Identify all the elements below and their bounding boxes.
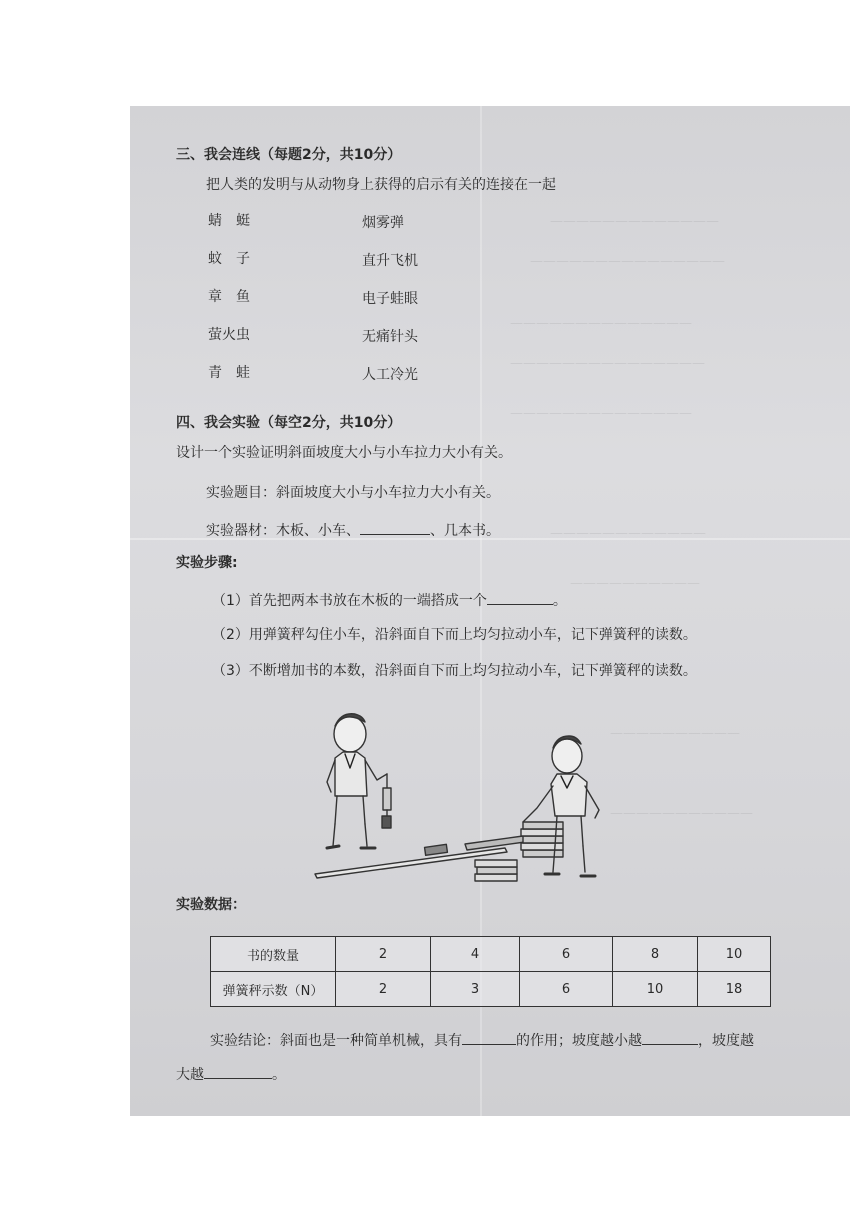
right-item-helicopter: 直升飞机 bbox=[362, 253, 418, 269]
step-3: （3）不断增加书的本数，沿斜面自下而上均匀拉动小车，记下弹簧秤的读数。 bbox=[212, 663, 697, 679]
table-cell: 2 bbox=[336, 937, 431, 972]
right-item-painless-needle: 无痛针头 bbox=[362, 329, 418, 345]
left-item-mosquito: 蚊 子 bbox=[208, 251, 250, 267]
table-cell: 8 bbox=[613, 937, 698, 972]
row-header-scale-reading: 弹簧秤示数（N） bbox=[211, 972, 336, 1007]
section-4-title: 四、我会实验（每空2分，共10分） bbox=[176, 415, 402, 431]
table-row bbox=[211, 972, 771, 1007]
table-row bbox=[211, 937, 771, 972]
section-3-title: 三、我会连线（每题2分，共10分） bbox=[176, 147, 402, 163]
experiment-materials bbox=[206, 520, 500, 540]
conclusion-line-2 bbox=[176, 1064, 286, 1084]
table-cell: 6 bbox=[520, 937, 613, 972]
conclusion-blank-2[interactable] bbox=[642, 1030, 698, 1045]
conclusion-blank-3[interactable] bbox=[204, 1064, 272, 1079]
step-1 bbox=[212, 590, 567, 610]
left-item-dragonfly: 蜻 蜓 bbox=[208, 213, 250, 229]
exam-paper: ————————————— ——————————————— —————————————— ——————————————— —————————————— ———————————— —————————— —————————— ——————————— 三、我会连线（每题2分，共10分） 把人类的发明与从动物身上获得的启示有关的连接在一起 蜻 蜓 蚊 子 章 鱼 萤火虫 青 蛙 烟雾弹 直升飞机 电子蛙眼 无痛针头 人工冷光 四、我会实验（每空2分，共10分） 设计一个实验证明斜面坡度大小与小车拉力大小有关。 实验题目：斜面坡度大小与小车拉力大小有关。 实验器材：木板、小车、 、几本书。 实验步骤: （1）首先把两本书放在木板的一端搭成一个 。 （2）用弹簧秤勾住小车，沿斜面自下而上均匀拉动小车，记下弹簧秤的读数。 （3）不断增加书的本数，沿斜面自下而上均匀拉动小车，记下弹簧秤的读数。 实验数据： 书的数量 2 4 6 8 10 弹簧秤示数（N） 2 3 6 10 18 实验结论：斜面也是一种简单机械，具有 的作用；坡度越小越 ，坡度越 大越 。 bbox=[130, 106, 850, 1116]
right-item-artificial-cold-light: 人工冷光 bbox=[362, 367, 418, 383]
table-cell: 2 bbox=[336, 972, 431, 1007]
conclusion-line-1 bbox=[210, 1030, 754, 1050]
table-cell: 4 bbox=[431, 937, 520, 972]
step-2: （2）用弹簧秤勾住小车，沿斜面自下而上均匀拉动小车，记下弹簧秤的读数。 bbox=[212, 627, 697, 643]
conclusion-text-a: 实验结论：斜面也是一种简单机械，具有 bbox=[210, 1033, 462, 1049]
step-1-blank[interactable] bbox=[487, 590, 553, 605]
conclusion-end: 。 bbox=[272, 1067, 286, 1083]
row-header-books: 书的数量 bbox=[211, 937, 336, 972]
section-4-intro: 设计一个实验证明斜面坡度大小与小车拉力大小有关。 bbox=[176, 445, 512, 461]
table-cell: 18 bbox=[698, 972, 771, 1007]
left-child-figure bbox=[327, 714, 387, 848]
left-item-frog: 青 蛙 bbox=[208, 365, 250, 381]
right-item-electronic-frog-eye: 电子蛙眼 bbox=[362, 291, 418, 307]
table-cell: 3 bbox=[431, 972, 520, 1007]
data-label: 实验数据： bbox=[176, 897, 246, 913]
step-1-text: （1）首先把两本书放在木板的一端搭成一个 bbox=[212, 593, 487, 609]
conclusion-text-d: 大越 bbox=[176, 1067, 204, 1083]
step-1-end: 。 bbox=[552, 593, 567, 609]
right-item-smoke-bomb: 烟雾弹 bbox=[362, 215, 404, 231]
conclusion-text-c: ，坡度越 bbox=[698, 1033, 754, 1049]
data-table bbox=[210, 936, 771, 1007]
left-item-octopus: 章 鱼 bbox=[208, 289, 250, 305]
table-cell: 10 bbox=[698, 937, 771, 972]
materials-blank[interactable] bbox=[360, 520, 430, 535]
spring-scale-drawing bbox=[382, 774, 391, 828]
conclusion-blank-1[interactable] bbox=[462, 1030, 516, 1045]
left-item-firefly: 萤火虫 bbox=[208, 327, 250, 343]
materials-suffix: 、几本书。 bbox=[430, 523, 500, 539]
table-cell: 6 bbox=[520, 972, 613, 1007]
steps-label: 实验步骤: bbox=[176, 555, 238, 571]
experiment-illustration bbox=[305, 696, 675, 906]
materials-prefix: 实验器材：木板、小车、 bbox=[206, 523, 360, 539]
experiment-topic: 实验题目：斜面坡度大小与小车拉力大小有关。 bbox=[206, 485, 500, 501]
conclusion-text-b: 的作用；坡度越小越 bbox=[516, 1033, 642, 1049]
table-cell: 10 bbox=[613, 972, 698, 1007]
section-3-instruction: 把人类的发明与从动物身上获得的启示有关的连接在一起 bbox=[206, 177, 556, 193]
